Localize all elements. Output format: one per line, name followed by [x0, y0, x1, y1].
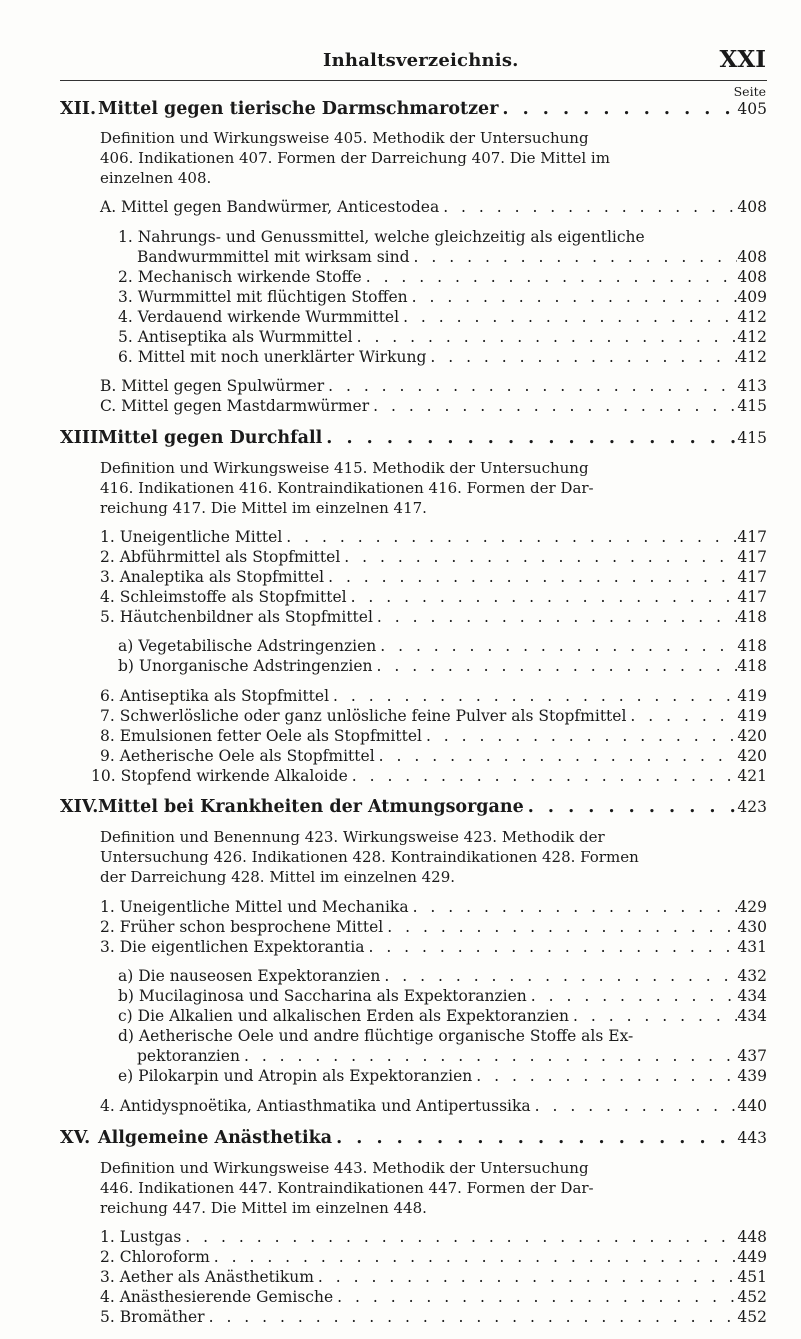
toc-entry: 1. Uneigentliche Mittel und Mechanika . . . 429: [100, 897, 767, 917]
header-rule: [60, 80, 767, 81]
chapter-xiv-desc-3: der Darreichung 428. Mittel im einzelnen 429.: [100, 868, 456, 886]
toc-entry: 1. Uneigentliche Mittel . . . 417: [100, 527, 767, 547]
chapter-xii-desc-1: Definition und Wirkungsweise 405. Methodik der Untersuchung: [100, 129, 589, 147]
toc-subentry: a) Die nauseosen Expektoranzien . . . 432: [118, 966, 767, 986]
toc-subentry: a) Vegetabilische Adstringenzien . . . 418: [118, 636, 767, 656]
toc-entry: 3. Die eigentlichen Expektorantia . . . 431: [100, 937, 767, 957]
toc-subentry: pektoranzien . . . 437: [137, 1046, 767, 1066]
header-page-number: XXI: [719, 46, 766, 73]
chapter-xii-desc-3: einzelnen 408.: [100, 169, 212, 187]
toc-entry: 5. Bromäther . . . 452: [100, 1307, 767, 1327]
toc-entry: 9. Aetherische Oele als Stopfmittel . . . 420: [100, 746, 767, 766]
chapter-xv-desc-1: Definition und Wirkungsweise 443. Methodik der Untersuchung: [100, 1159, 589, 1177]
toc-entry: 3. Aether als Anästhetikum . . . 451: [100, 1267, 767, 1287]
chapter-xii-desc-2: 406. Indikationen 407. Formen der Darreichung 407. Die Mittel im: [100, 149, 610, 167]
chapter-xiii: XIII.Mittel gegen Durchfall . . . 415: [60, 428, 767, 448]
toc-entry: 6. Antiseptika als Stopfmittel . . . 419: [100, 686, 767, 706]
toc-entry: 1. Nahrungs- und Genussmittel, welche gleichzeitig als eigentliche: [118, 228, 645, 246]
chapter-xv: XV. Allgemeine Anästhetika . . . 443: [60, 1128, 767, 1148]
toc-entry: 1. Lustgas . . . 448: [100, 1227, 767, 1247]
chapter-xiv: XIV.Mittel bei Krankheiten der Atmungsorgane . . . 423: [60, 797, 767, 817]
section-c: C. Mittel gegen Mastdarmwürmer . . . 415: [100, 396, 767, 416]
toc-entry: 4. Verdauend wirkende Wurmmittel . . . 412: [118, 307, 767, 327]
toc-entry: 2. Mechanisch wirkende Stoffe . . . 408: [118, 267, 767, 287]
toc-entry: 4. Anästhesierende Gemische . . . 452: [100, 1287, 767, 1307]
toc-entry: 2. Abführmittel als Stopfmittel . . . 417: [100, 547, 767, 567]
chapter-xiii-desc-3: reichung 417. Die Mittel im einzelnen 417.: [100, 499, 427, 517]
toc-entry: 7. Schwerlösliche oder ganz unlösliche feine Pulver als Stopfmittel . . . 419: [100, 706, 767, 726]
toc-entry: 4. Antidyspnoëtika, Antiasthmatika und Antipertussika . . . 440: [100, 1096, 767, 1116]
toc-entry: 2. Chloroform . . . 449: [100, 1247, 767, 1267]
chapter-xiv-desc-2: Untersuchung 426. Indikationen 428. Kontraindikationen 428. Formen: [100, 848, 639, 866]
chapter-xv-desc-3: reichung 447. Die Mittel im einzelnen 448.: [100, 1199, 427, 1217]
header-title: Inhaltsverzeichnis.: [323, 50, 519, 71]
toc-subentry: c) Die Alkalien und alkalischen Erden als Expektoranzien . . . 434: [118, 1006, 767, 1026]
chapter-xiii-desc-1: Definition und Wirkungsweise 415. Methodik der Untersuchung: [100, 459, 589, 477]
toc-subentry: e) Pilokarpin und Atropin als Expektoranzien . . . 439: [118, 1066, 767, 1086]
running-header: [0, 46, 801, 80]
toc-entry: 10. Stopfend wirkende Alkaloide . . . 421: [91, 766, 767, 786]
toc-entry: 3. Analeptika als Stopfmittel . . . 417: [100, 567, 767, 587]
toc-entry: 5. Häutchenbildner als Stopfmittel . . . 418: [100, 607, 767, 627]
chapter-xiii-desc-2: 416. Indikationen 416. Kontraindikationen 416. Formen der Dar-: [100, 479, 594, 497]
toc-subentry: b) Mucilaginosa und Saccharina als Expektoranzien . . . 434: [118, 986, 767, 1006]
toc-entry: 8. Emulsionen fetter Oele als Stopfmittel . . . 420: [100, 726, 767, 746]
chapter-xiv-desc-1: Definition und Benennung 423. Wirkungsweise 423. Methodik der: [100, 828, 605, 846]
section-b: B. Mittel gegen Spulwürmer . . . 413: [100, 376, 767, 396]
toc-entry: 5. Antiseptika als Wurmmittel . . . 412: [118, 327, 767, 347]
toc-subentry: b) Unorganische Adstringenzien . . . 418: [118, 656, 767, 676]
toc-entry: Bandwurmmittel mit wirksam sind . . . 408: [137, 247, 767, 267]
seite-label: Seite: [733, 84, 766, 99]
section-a: A. Mittel gegen Bandwürmer, Anticestodea . . . 408: [100, 197, 767, 217]
toc-entry: 4. Schleimstoffe als Stopfmittel . . . 417: [100, 587, 767, 607]
chapter-xii: XII. Mittel gegen tierische Darmschmarotzer . . . 405: [60, 99, 767, 119]
chapter-xv-desc-2: 446. Indikationen 447. Kontraindikationen 447. Formen der Dar-: [100, 1179, 594, 1197]
toc-subentry: d) Aetherische Oele und andre flüchtige organische Stoffe als Ex-: [118, 1027, 634, 1045]
toc-entry: 3. Wurmmittel mit flüchtigen Stoffen . . . 409: [118, 287, 767, 307]
toc-entry: 2. Früher schon besprochene Mittel . . . 430: [100, 917, 767, 937]
toc-entry: 6. Mittel mit noch unerklärter Wirkung . . . 412: [118, 347, 767, 367]
